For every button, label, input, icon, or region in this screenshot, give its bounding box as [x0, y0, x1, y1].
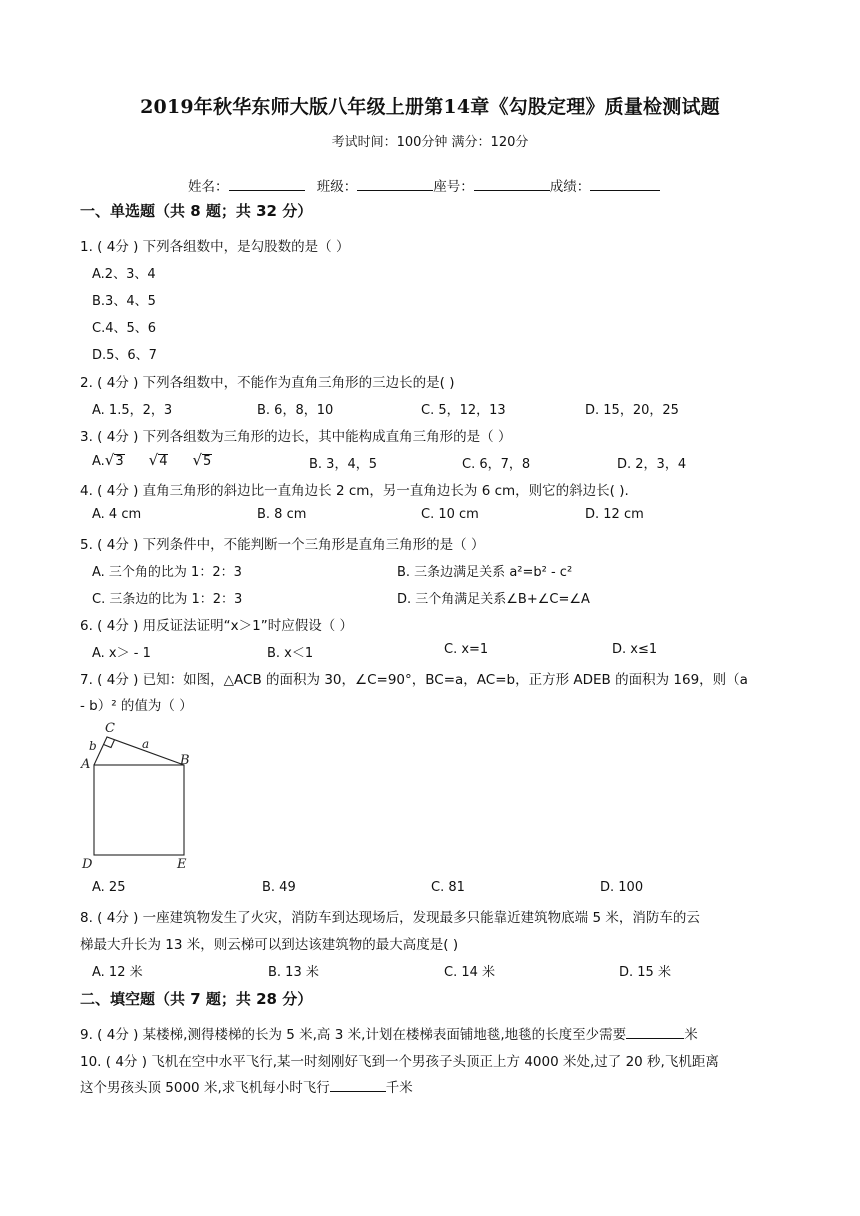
- sqrt-icon: √: [148, 451, 159, 469]
- label-b: b: [89, 739, 97, 753]
- radicand: 3: [115, 454, 124, 469]
- option-c[interactable]: C. 81: [431, 880, 465, 895]
- question-stem: 3. ( 4分 ) 下列各组数为三角形的边长，其中能构成直角三角形的是（ ）: [80, 429, 512, 445]
- question-stem: 6. ( 4分 ) 用反证法证明“x＞1”时应假设（ ）: [80, 618, 354, 634]
- option-d[interactable]: D. 三个角满足关系∠B+∠C=∠A: [397, 592, 590, 607]
- label-b-vertex: B: [180, 753, 190, 768]
- option-d[interactable]: D. 12 cm: [585, 507, 644, 522]
- question-stem: 1. ( 4分 ) 下列各组数中，是勾股数的是（ ）: [80, 239, 350, 255]
- option-c[interactable]: C.4、5、6: [92, 321, 157, 336]
- question-stem-cont: - b）² 的值为（ ）: [80, 698, 193, 714]
- option-a[interactable]: A. x＞ - 1: [92, 646, 151, 661]
- option-a[interactable]: A.2、3、4: [92, 267, 156, 282]
- option-d[interactable]: D. 2，3，4: [617, 457, 687, 472]
- option-d[interactable]: D.5、6、7: [92, 348, 157, 363]
- section-title: 二、填空题（共 7 题；共 28 分）: [80, 990, 313, 1008]
- option-b[interactable]: B. 8 cm: [257, 507, 307, 522]
- label-e: E: [177, 857, 187, 872]
- label-a: a: [142, 737, 150, 751]
- question-stem: 10. ( 4分 ) 飞机在空中水平飞行,某一时刻刚好飞到一个男孩子头顶正上方 4000 米处,过了 20 秒,飞机距离: [80, 1054, 719, 1070]
- option-a[interactable]: A. 4 cm: [92, 507, 142, 522]
- option-a[interactable]: A. 1.5，2，3: [92, 403, 173, 418]
- option-b[interactable]: B.3、4、5: [92, 294, 156, 309]
- option-a[interactable]: A. 25: [92, 880, 126, 895]
- exam-meta: 考试时间：100分钟 满分：120分: [331, 135, 529, 150]
- question-stem-cont: 梯最大升长为 13 米，则云梯可以到达该建筑物的最大高度是( ): [80, 937, 459, 953]
- option-d[interactable]: D. 15，20，25: [585, 403, 679, 418]
- option-b[interactable]: B. 13 米: [268, 965, 319, 980]
- question-stem: 8. ( 4分 ) 一座建筑物发生了火灾，消防车到达现场后，发现最多只能靠近建筑物底端 5 米，消防车的云: [80, 910, 700, 926]
- label-d: D: [82, 857, 93, 872]
- answer-blank[interactable]: [626, 1026, 684, 1039]
- option-b[interactable]: B. x＜1: [267, 646, 314, 661]
- option-d[interactable]: D. 15 米: [619, 965, 671, 980]
- question-stem: 2. ( 4分 ) 下列各组数中，不能作为直角三角形的三边长的是( ): [80, 375, 455, 391]
- option-b[interactable]: B. 6，8，10: [257, 403, 334, 418]
- option-a[interactable]: A. 12 米: [92, 965, 143, 980]
- label-a-vertex: A: [81, 757, 91, 772]
- class-blank[interactable]: [357, 178, 433, 191]
- triangle-square-figure: [76, 712, 206, 872]
- option-b[interactable]: B. 三条边满足关系 a²=b² - c²: [397, 565, 573, 580]
- name-blank[interactable]: [229, 178, 305, 191]
- option-c[interactable]: C. 三条边的比为 1：2：3: [92, 592, 243, 607]
- section-title: 一、单选题（共 8 题；共 32 分）: [80, 202, 313, 220]
- sqrt-icon: √: [192, 451, 203, 469]
- option-c[interactable]: C. 5，12，13: [421, 403, 506, 418]
- option-b[interactable]: B. 3，4，5: [309, 457, 377, 472]
- answer-blank[interactable]: [330, 1079, 386, 1092]
- question-stem: 7. ( 4分 ) 已知：如图，△ACB 的面积为 30，∠C=90°，BC=a，AC=b，正方形 ADEB 的面积为 169，则（a: [80, 672, 748, 688]
- student-info-row: [188, 175, 660, 195]
- option-a[interactable]: A. 三个角的比为 1：2：3: [92, 565, 242, 580]
- radicand: 5: [203, 454, 212, 469]
- question-text: 9. ( 4分 ) 某楼梯,测得楼梯的长为 5 米,高 3 米,计划在楼梯表面铺地毯,地毯的长度至少需要: [80, 1027, 627, 1043]
- option-c[interactable]: C. 10 cm: [421, 507, 479, 522]
- seat-label: 座号：: [433, 179, 474, 195]
- unit-label: 米: [684, 1027, 698, 1043]
- square-adeb: [94, 765, 184, 855]
- question-stem: 5. ( 4分 ) 下列条件中，不能判断一个三角形是直角三角形的是（ ）: [80, 537, 485, 553]
- score-label: 成绩：: [549, 179, 591, 195]
- question-stem: [80, 1023, 698, 1043]
- option-a[interactable]: [92, 451, 212, 469]
- class-label: 班级：: [316, 179, 358, 195]
- option-d[interactable]: D. x≤1: [612, 642, 658, 657]
- option-c[interactable]: C. 6，7，8: [462, 457, 531, 472]
- score-blank[interactable]: [590, 178, 660, 191]
- page-title: 2019年秋华东师大版八年级上册第14章《勾股定理》质量检测试题: [140, 96, 720, 118]
- sqrt-icon: √: [104, 451, 115, 469]
- option-a-prefix: A.: [92, 454, 105, 469]
- option-c[interactable]: C. x=1: [444, 642, 489, 657]
- question-stem-cont: [80, 1076, 413, 1096]
- seat-blank[interactable]: [474, 178, 550, 191]
- label-c: C: [105, 721, 115, 736]
- question-text: 这个男孩头顶 5000 米,求飞机每小时飞行: [80, 1080, 330, 1096]
- name-label: 姓名：: [188, 179, 229, 195]
- triangle-acb: [94, 737, 184, 765]
- unit-label: 千米: [385, 1080, 413, 1096]
- question-stem: 4. ( 4分 ) 直角三角形的斜边比一直角边长 2 cm，另一直角边长为 6 cm，则它的斜边长( ).: [80, 483, 629, 499]
- option-c[interactable]: C. 14 米: [444, 965, 496, 980]
- radicand: 4: [159, 454, 168, 469]
- option-b[interactable]: B. 49: [262, 880, 296, 895]
- option-d[interactable]: D. 100: [600, 880, 644, 895]
